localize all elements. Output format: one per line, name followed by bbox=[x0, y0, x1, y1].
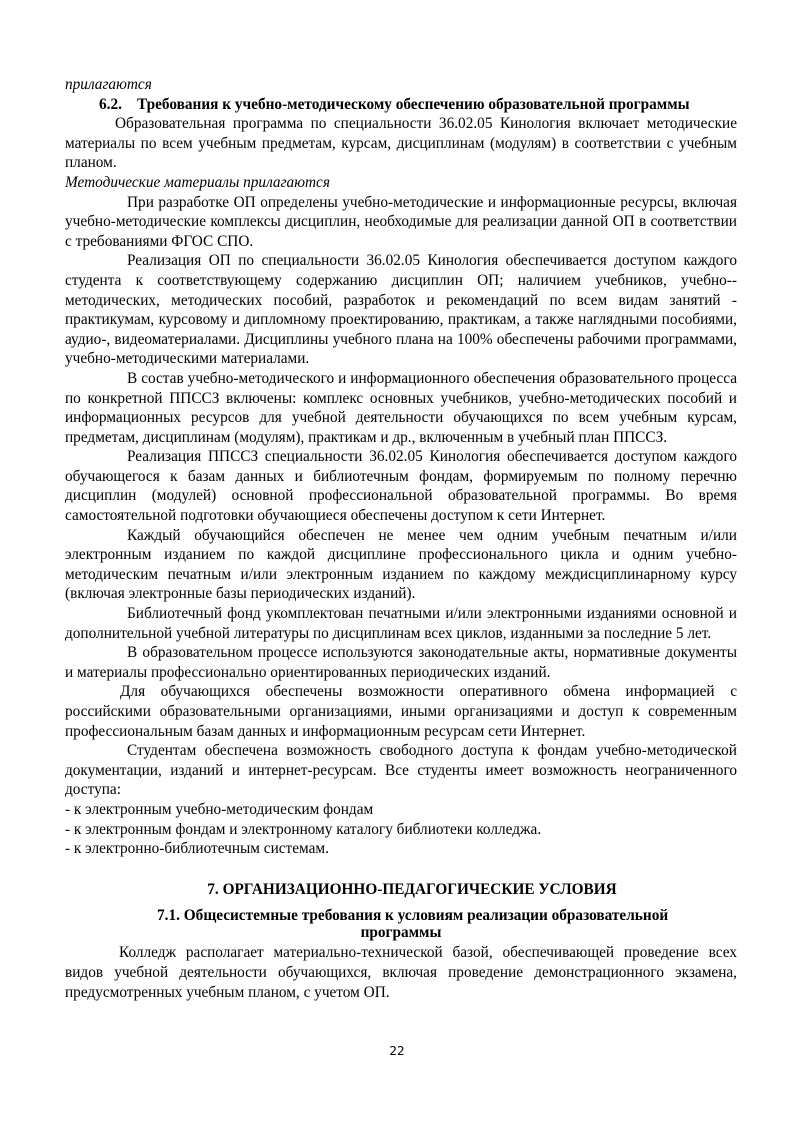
section-7-1-heading bbox=[65, 907, 737, 941]
paragraph: Каждый обучающийся обеспечен не менее чем одним учебным печатным и/или электронным изданием по каждой дисциплине профессионального цикла и одним учебно-методическим печатным и/или электронным изданием по каждому междисциплинарному курсу (включая электронные базы периодических изданий). bbox=[65, 526, 737, 603]
document-page bbox=[65, 75, 737, 1002]
list-item: - к электронным учебно-методическим фондам bbox=[65, 800, 374, 818]
section-6-2-heading bbox=[99, 95, 737, 115]
list-item: - к электронно-библиотечным системам. bbox=[65, 840, 329, 858]
paragraph: Реализация ОП по специальности 36.02.05 Кинология обеспечивается доступом каждого студента к соответствующему содержанию дисциплин ОП; наличием учебников, учебно--методических, методических пособий, разработок и рекомендаций по всем видам занятий - практикумам, курсовому и дипломному проектированию, практикам, а также наглядными пособиями, аудио-, видеоматериалами. Дисциплины учебного плана на 100% обеспечены рабочими программами, учебно-методическими материалами. bbox=[65, 252, 737, 368]
access-list bbox=[65, 800, 737, 859]
methodical-materials-note: Методические материалы прилагаются bbox=[65, 173, 330, 191]
section-number: 6.2. bbox=[99, 95, 122, 113]
paragraph: При разработке ОП определены учебно-методические и информационные ресурсы, включая учебно-методические комплексы дисциплин, необходимые для реализации данной ОП в соответствии с требованиями ФГОС СПО. bbox=[65, 193, 737, 250]
page-number: 22 bbox=[389, 1044, 405, 1058]
paragraph: Колледж располагает материально-технической базой, обеспечивающей проведение всех видов учебной деятельности обучающихся, включая проведение демонстрационного экзамена, предусмотренных учебным планом, с учетом ОП. bbox=[65, 944, 737, 1001]
section-7-1-title-line1: 7.1. Общесистемные требования к условиям реализации образовательной bbox=[157, 907, 669, 925]
paragraph: Студентам обеспечена возможность свободного доступа к фондам учебно-методической документации, изданий и интернет-ресурсам. Все студенты имеет возможность неограниченного доступа: bbox=[65, 742, 737, 799]
section-7-heading: 7. ОРГАНИЗАЦИОННО-ПЕДАГОГИЧЕСКИЕ УСЛОВИЯ bbox=[207, 880, 617, 898]
section-7-1-title-line2: программы bbox=[360, 924, 442, 942]
paragraph: Образовательная программа по специальности 36.02.05 Кинология включает методические материалы по всем учебным предметам, курсам, дисциплинам (модулям) в соответствии с учебным планом. bbox=[65, 115, 737, 172]
list-item: - к электронным фондам и электронному каталогу библиотеки колледжа. bbox=[65, 820, 542, 838]
paragraph: Реализация ППССЗ специальности 36.02.05 Кинология обеспечивается доступом каждого обучающегося к базам данных и библиотечным фондам, формируемым по полному перечню дисциплин (модулей) основной профессиональной образовательной программы. Во время самостоятельной подготовки обучающиеся обеспечены доступом к сети Интернет. bbox=[65, 448, 737, 525]
paragraph: В состав учебно-методического и информационного обеспечения образовательного процесса по конкретной ППССЗ включены: комплекс основных учебников, учебно-методических пособий и информационных ресурсов для учебной деятельности обучающихся по всем учебным курсам, предметам, дисциплинам (модулям), практикам и др., включенным в учебный план ППССЗ. bbox=[65, 369, 737, 446]
paragraph: В образовательном процессе используются законодательные акты, нормативные документы и материалы профессионально ориентированных периодических изданий. bbox=[65, 644, 737, 681]
continuation-text: прилагаются bbox=[65, 76, 152, 93]
paragraph: Библиотечный фонд укомплектован печатными и/или электронными изданиями основной и дополнительной учебной литературы по дисциплинам всех циклов, изданными за последние 5 лет. bbox=[65, 605, 737, 642]
section-title: Требования к учебно-методическому обеспечению образовательной программы bbox=[137, 95, 690, 113]
paragraph: Для обучающихся обеспечены возможности оперативного обмена информацией с российскими образовательными организациями, иными организациями и доступ к современным профессиональным базам данных и информационным ресурсам сети Интернет. bbox=[65, 683, 737, 740]
